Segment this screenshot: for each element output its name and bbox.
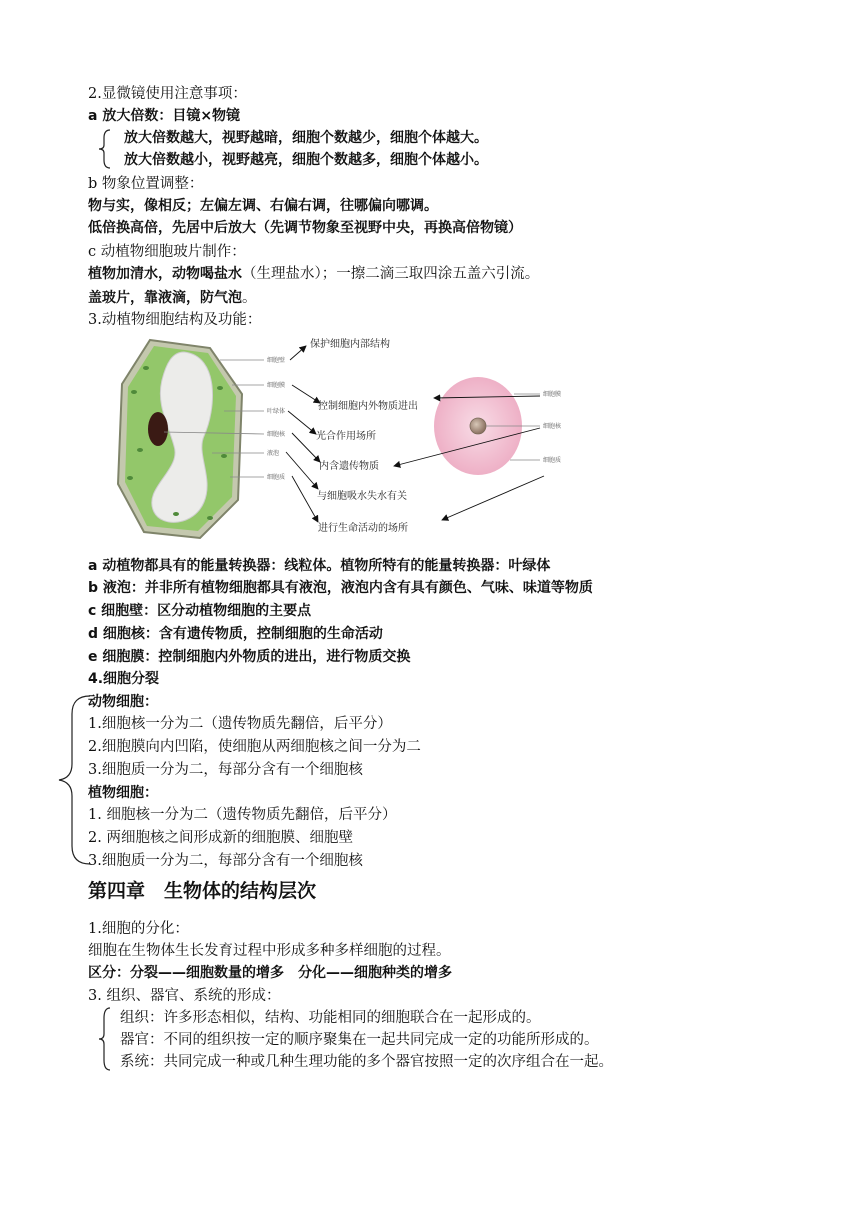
plant-division-title: 植物细胞： bbox=[88, 785, 158, 801]
cell-structure-figure bbox=[112, 332, 582, 544]
label-vacuole: 液泡 bbox=[267, 450, 280, 457]
plant-division-step-3: 3.细胞质一分为二，每部分含有一个细胞核 bbox=[88, 853, 363, 869]
magnification-large: 放大倍数越大，视野越暗，细胞个数越少，细胞个体越大。 bbox=[124, 130, 488, 146]
label-cell-membrane: 细胞膜 bbox=[267, 382, 286, 389]
magnification-small: 放大倍数越小，视野越亮，细胞个数越多，细胞个体越小。 bbox=[124, 152, 488, 168]
animal-label-cytoplasm: 细胞质 bbox=[543, 457, 562, 464]
cover-slip-rule bbox=[88, 288, 257, 308]
tissue-definition: 组织：许多形态相似，结构、功能相同的细胞联合在一起形成的。 bbox=[120, 1010, 541, 1026]
membrane-point: e 细胞膜：控制细胞内外物质的进出，进行物质交换 bbox=[88, 649, 411, 665]
animal-label-nucleus: 细胞核 bbox=[543, 423, 562, 430]
vacuole-point: b 液泡：并非所有植物细胞都具有液泡，液泡内含有具有颜色、气味、味道等物质 bbox=[88, 580, 593, 596]
differentiation-title: 1.细胞的分化： bbox=[88, 921, 189, 937]
chapter-heading: 第四章 生物体的结构层次 bbox=[88, 880, 317, 902]
plant-division-step-1: 1. 细胞核一分为二（遗传物质先翻倍，后平分） bbox=[88, 807, 397, 823]
image-position-title: b 物象位置调整： bbox=[88, 176, 204, 192]
label-cytoplasm: 细胞质 bbox=[267, 474, 286, 481]
label-cell-wall: 细胞壁 bbox=[267, 357, 286, 364]
image-position-rule: 物与实，像相反；左偏左调、右偏右调，往哪偏向哪调。 bbox=[88, 198, 438, 214]
magnification-title: a 放大倍数：目镜×物镜 bbox=[88, 108, 241, 124]
slide-making-rest: （生理盐水）；一擦二滴三取四涂五盖六引流。 bbox=[242, 266, 540, 282]
brace-hierarchy bbox=[96, 1006, 116, 1072]
slide-making-rule bbox=[88, 264, 539, 284]
label-chloroplast: 叶绿体 bbox=[267, 408, 286, 415]
plant-cell-illustration bbox=[118, 340, 242, 538]
cell-wall-point: c 细胞壁：区分动植物细胞的主要点 bbox=[88, 603, 312, 619]
function-water: 与细胞吸水失水有关 bbox=[317, 491, 407, 502]
function-life-activities: 进行生命活动的场所 bbox=[318, 523, 408, 534]
animal-division-step-1: 1.细胞核一分为二（遗传物质先翻倍，后平分） bbox=[88, 716, 392, 732]
animal-division-step-3: 3.细胞质一分为二，每部分含有一个细胞核 bbox=[88, 762, 363, 778]
hierarchy-title: 3. 组织、器官、系统的形成： bbox=[88, 988, 281, 1004]
brace-magnification bbox=[96, 128, 116, 170]
function-control-exchange: 控制细胞内外物质进出 bbox=[318, 401, 418, 412]
differentiation-definition: 细胞在生物体生长发育过程中形成多种多样细胞的过程。 bbox=[88, 943, 451, 959]
low-to-high-rule: 低倍换高倍，先居中后放大（先调节物象至视野中央，再换高倍物镜） bbox=[88, 220, 522, 236]
section3-title: 3.动植物细胞结构及功能： bbox=[88, 312, 262, 328]
slide-making-title: c 动植物细胞玻片制作： bbox=[88, 244, 246, 260]
function-protect: 保护细胞内部结构 bbox=[310, 339, 390, 350]
division-vs-differentiation: 区分：分裂——细胞数量的增多 分化——细胞种类的增多 bbox=[88, 965, 452, 981]
section4-title: 4.细胞分裂 bbox=[88, 671, 160, 687]
slide-making-bold: 植物加清水，动物喝盐水 bbox=[88, 266, 242, 282]
system-definition: 系统：共同完成一种或几种生理功能的多个器官按照一定的次序组合在一起。 bbox=[120, 1054, 613, 1070]
label-nucleus: 细胞核 bbox=[267, 431, 286, 438]
nucleus-point: d 细胞核：含有遗传物质，控制细胞的生命活动 bbox=[88, 626, 383, 642]
animal-label-membrane: 细胞膜 bbox=[543, 391, 562, 398]
brace-cell-division bbox=[56, 692, 92, 868]
energy-converter-point: a 动植物都具有的能量转换器：线粒体。植物所特有的能量转换器：叶绿体 bbox=[88, 558, 551, 574]
plant-division-step-2: 2. 两细胞核之间形成新的细胞膜、细胞壁 bbox=[88, 830, 353, 846]
section2-title: 2.显微镜使用注意事项： bbox=[88, 86, 247, 102]
function-genetic-material: 内含遗传物质 bbox=[319, 461, 379, 472]
function-photosynthesis: 光合作用场所 bbox=[316, 431, 376, 442]
organ-definition: 器官：不同的组织按一定的顺序聚集在一起共同完成一定的功能所形成的。 bbox=[120, 1032, 599, 1048]
animal-division-title: 动物细胞： bbox=[88, 694, 158, 710]
cover-slip-rest: 。 bbox=[242, 290, 257, 306]
animal-division-step-2: 2.细胞膜向内凹陷，使细胞从两细胞核之间一分为二 bbox=[88, 739, 421, 755]
cover-slip-bold: 盖玻片，靠液滴，防气泡 bbox=[88, 290, 242, 306]
